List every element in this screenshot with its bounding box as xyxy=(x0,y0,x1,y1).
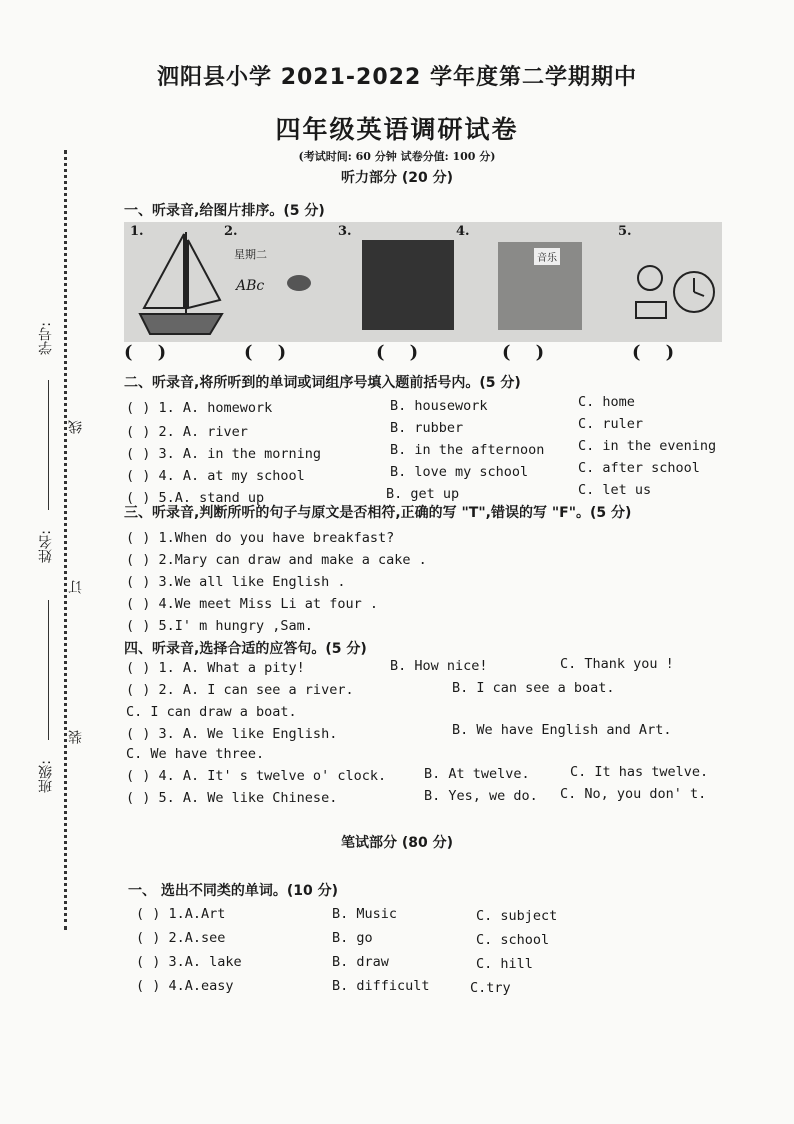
sec2-q3: ( ) 3. A. in the morning xyxy=(126,446,322,462)
sec5-q1: ( ) 1.A.Art xyxy=(136,906,226,922)
sec2-q3-c: C. in the evening xyxy=(578,438,717,454)
wednesday-label: 星期二 xyxy=(234,248,267,261)
sec4-q2-c: C. I can draw a boat. xyxy=(126,704,297,720)
sec4-q3-c: C. We have three. xyxy=(126,746,265,762)
sec4-q2-b: B. I can see a boat. xyxy=(452,680,615,696)
exam-school-title: 泗阳县小学 2021-2022 学年度第二学期期中 xyxy=(157,65,637,90)
name-line xyxy=(48,600,49,740)
sec2-q4: ( ) 4. A. at my school xyxy=(126,468,305,484)
pic-number-3: 3. xyxy=(338,224,352,239)
section5-title: 一、 选出不同类的单词。(10 分) xyxy=(128,883,339,899)
sec4-q3-b: B. We have English and Art. xyxy=(452,722,672,738)
sec2-q3-b: B. in the afternoon xyxy=(390,442,545,458)
abc-label: ABc xyxy=(236,278,265,294)
exam-paper-title: 四年级英语调研试卷 xyxy=(275,115,519,144)
sec5-q1-c: C. subject xyxy=(476,908,558,924)
sec4-q1-b: B. How nice! xyxy=(390,658,488,674)
section4-title: 四、听录音,选择合适的应答句。(5 分) xyxy=(124,641,367,657)
sec5-q3: ( ) 3.A. lake xyxy=(136,954,242,970)
paint-icon xyxy=(284,272,314,294)
sec3-q3: ( ) 3.We all like English . xyxy=(126,574,346,590)
sec3-q2: ( ) 2.Mary can draw and make a cake . xyxy=(126,552,427,568)
pic-number-5: 5. xyxy=(618,224,632,239)
pic-number-1: 1. xyxy=(130,224,144,239)
sec2-q1: ( ) 1. A. homework xyxy=(126,400,273,416)
sec2-q5: ( ) 5.A. stand up xyxy=(126,490,265,506)
name-label: 姓名: xyxy=(38,530,54,563)
sec4-q1-c: C. Thank you ! xyxy=(560,656,674,672)
sec5-q4-c: C.try xyxy=(470,980,511,996)
binding-bind-char: 订 xyxy=(68,580,84,594)
sec3-q5: ( ) 5.I' m hungry ,Sam. xyxy=(126,618,313,634)
sec5-q2: ( ) 2.A.see xyxy=(136,930,226,946)
exam-info: (考试时间: 60 分钟 试卷分值: 100 分) xyxy=(298,150,496,163)
music-label: 音乐 xyxy=(534,248,560,265)
pic-number-4: 4. xyxy=(456,224,470,239)
student-no-label: 学号: xyxy=(38,322,54,355)
section2-title: 二、听录音,将所听到的单词或词组序号填入题前括号内。(5 分) xyxy=(124,375,521,391)
music-book-image xyxy=(498,242,582,330)
sec5-q2-b: B. go xyxy=(332,930,373,946)
answer-paren-4[interactable]: ( ) xyxy=(502,342,545,363)
sec4-q5-b: B. Yes, we do. xyxy=(424,788,538,804)
sec5-q1-b: B. Music xyxy=(332,906,398,922)
sec4-q3: ( ) 3. A. We like English. xyxy=(126,726,338,742)
binding-fold-char: 装 xyxy=(68,730,84,744)
sec3-q4: ( ) 4.We meet Miss Li at four . xyxy=(126,596,378,612)
listening-part-heading: 听力部分 (20 分) xyxy=(340,170,454,186)
sec2-q4-c: C. after school xyxy=(578,460,700,476)
sec2-q2: ( ) 2. A. river xyxy=(126,424,248,440)
sec4-q4: ( ) 4. A. It' s twelve o' clock. xyxy=(126,768,387,784)
sec5-q2-c: C. school xyxy=(476,932,550,948)
class-label: 班级: xyxy=(38,760,54,793)
sec2-q2-b: B. rubber xyxy=(390,420,464,436)
sec4-q1: ( ) 1. A. What a pity! xyxy=(126,660,305,676)
picture-strip xyxy=(124,222,722,342)
sec5-q4-b: B. difficult xyxy=(332,978,430,994)
sec4-q4-b: B. At twelve. xyxy=(424,766,530,782)
answer-paren-3[interactable]: ( ) xyxy=(376,342,419,363)
sec2-q5-c: C. let us xyxy=(578,482,652,498)
sec4-q2: ( ) 2. A. I can see a river. xyxy=(126,682,354,698)
sailboat-icon xyxy=(134,230,224,338)
sec2-q1-c: C. home xyxy=(578,394,635,410)
section3-title: 三、听录音,判断所听的句子与原文是否相符,正确的写 "T",错误的写 "F"。(5 分) xyxy=(124,505,632,521)
sec2-q5-b: B. get up xyxy=(386,486,460,502)
answer-paren-5[interactable]: ( ) xyxy=(632,342,675,363)
sec2-q1-b: B. housework xyxy=(390,398,488,414)
clock-icon xyxy=(630,242,718,332)
sec4-q5-c: C. No, you don' t. xyxy=(560,786,707,802)
student-no-line xyxy=(48,380,49,510)
sec5-q3-b: B. draw xyxy=(332,954,389,970)
pic-number-2: 2. xyxy=(224,224,238,239)
written-part-heading: 笔试部分 (80 分) xyxy=(340,835,454,851)
sec2-q4-b: B. love my school xyxy=(390,464,529,480)
binding-dotted-line xyxy=(64,150,67,930)
sec4-q5: ( ) 5. A. We like Chinese. xyxy=(126,790,338,806)
football-photo xyxy=(362,240,454,330)
sec4-q4-c: C. It has twelve. xyxy=(570,764,709,780)
section1-title: 一、听录音,给图片排序。(5 分) xyxy=(124,203,325,219)
binding-line-char: 线 xyxy=(68,420,84,434)
sec5-q4: ( ) 4.A.easy xyxy=(136,978,234,994)
answer-paren-1[interactable]: ( ) xyxy=(124,342,167,363)
sec2-q2-c: C. ruler xyxy=(578,416,644,432)
sec3-q1: ( ) 1.When do you have breakfast? xyxy=(126,530,395,546)
answer-paren-2[interactable]: ( ) xyxy=(244,342,287,363)
sec5-q3-c: C. hill xyxy=(476,956,533,972)
